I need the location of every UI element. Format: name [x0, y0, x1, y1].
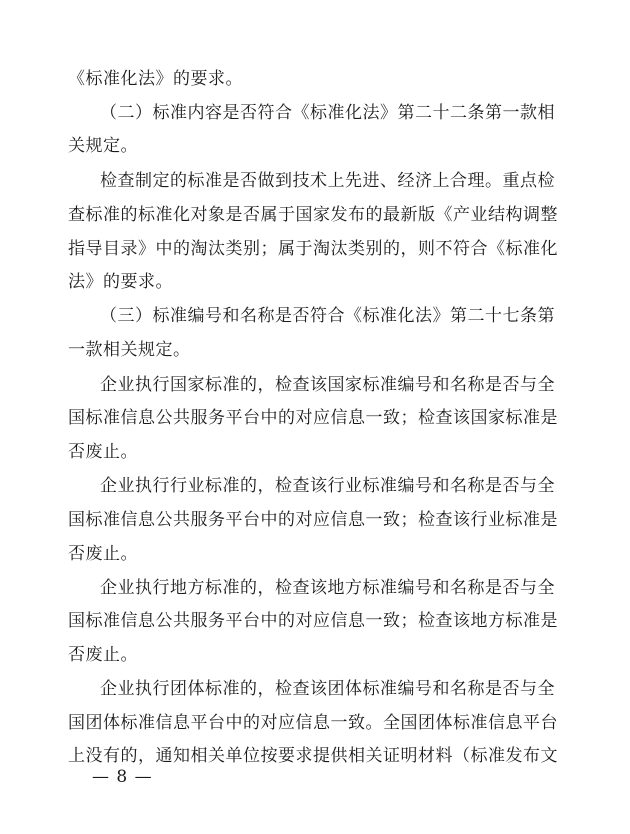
- text-line: 上没有的，通知相关单位按要求提供相关证明材料（标准发布文: [68, 746, 558, 766]
- paragraph-start: 企业执行行业标准的，检查该行业标准编号和名称是否与全: [100, 476, 555, 496]
- text-line: 查标准的标准化对象是否属于国家发布的最新版《产业结构调整: [68, 205, 558, 225]
- text-line: 否废止。: [68, 442, 138, 462]
- text-line: 法》的要求。: [68, 272, 173, 292]
- paragraph-start: 企业执行国家标准的，检查该国家标准编号和名称是否与全: [100, 375, 555, 395]
- text-line: 关规定。: [68, 136, 138, 156]
- text-line: 国团体标准信息平台中的对应信息一致。全国团体标准信息平台: [68, 713, 558, 733]
- text-line: 国标准信息公共服务平台中的对应信息一致；检查该行业标准是: [68, 510, 558, 530]
- page-number: — 8 —: [92, 767, 153, 787]
- paragraph-start: 企业执行地方标准的，检查该地方标准编号和名称是否与全: [100, 578, 555, 598]
- text-line: 否废止。: [68, 645, 138, 665]
- text-line: 《标准化法》的要求。: [68, 69, 243, 89]
- text-line: 一款相关规定。: [68, 340, 191, 360]
- text-line: 指导目录》中的淘汰类别；属于淘汰类别的，则不符合《标准化: [68, 239, 558, 259]
- paragraph-start: 检查制定的标准是否做到技术上先进、经济上合理。重点检: [100, 171, 555, 191]
- text-line: 否废止。: [68, 544, 138, 564]
- text-line: 国标准信息公共服务平台中的对应信息一致；检查该国家标准是: [68, 408, 558, 428]
- text-line: 国标准信息公共服务平台中的对应信息一致；检查该地方标准是: [68, 611, 558, 631]
- section-heading: （二）标准内容是否符合《标准化法》第二十二条第一款相: [100, 103, 555, 123]
- section-heading: （三）标准编号和名称是否符合《标准化法》第二十七条第: [100, 306, 555, 326]
- paragraph-start: 企业执行团体标准的，检查该团体标准编号和名称是否与全: [100, 679, 555, 699]
